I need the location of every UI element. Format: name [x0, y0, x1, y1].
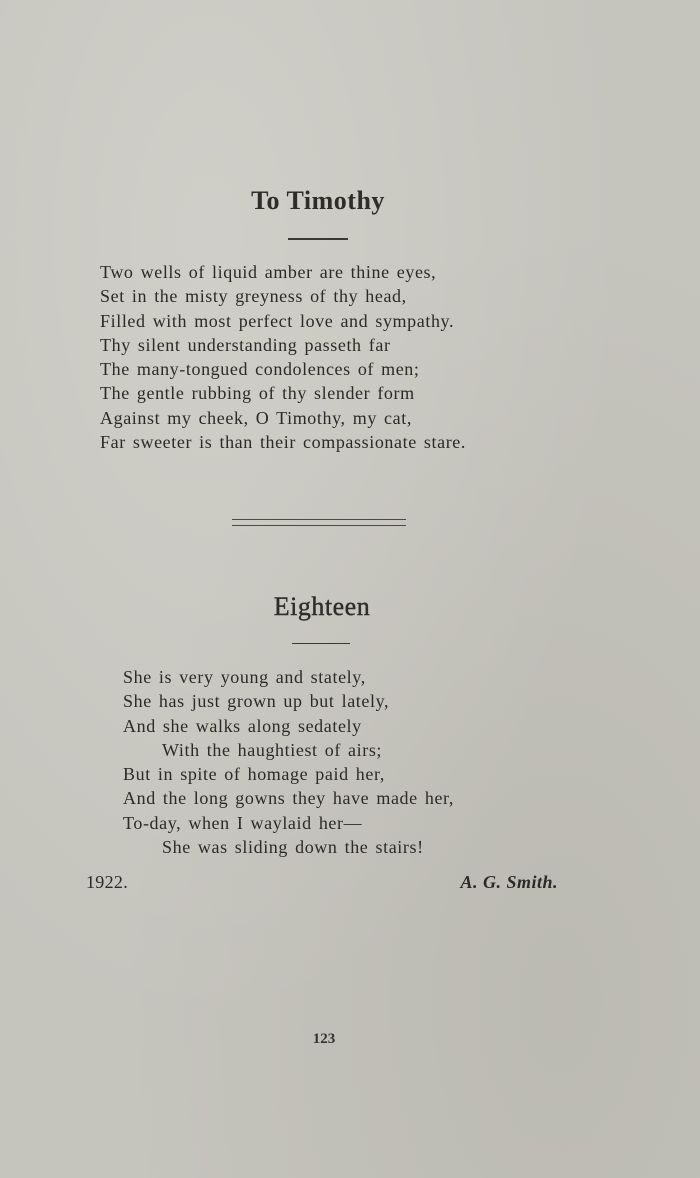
- poem-line: The gentle rubbing of thy slender form: [100, 383, 415, 404]
- poem-year: 1922.: [86, 872, 128, 892]
- poem-line: Against my cheek, O Timothy, my cat,: [100, 407, 412, 428]
- poem-line: And the long gowns they have made her,: [123, 788, 455, 809]
- section-divider-double-rule: [232, 519, 406, 526]
- poem-title-eighteen: Eighteen: [273, 592, 371, 621]
- poem-line: Far sweeter is than their compassionate stare.: [100, 432, 466, 453]
- poem-line: Filled with most perfect love and sympathy.: [100, 310, 455, 331]
- poem-line: But in spite of homage paid her,: [123, 764, 385, 785]
- poem-line: She was sliding down the stairs!: [162, 837, 424, 858]
- poem-line: With the haughtiest of airs;: [162, 739, 383, 760]
- poem-author: A. G. Smith.: [460, 872, 558, 892]
- poem-line: She is very young and stately,: [123, 667, 366, 687]
- poem-to-timothy-body: [100, 260, 466, 454]
- poem-line: To-day, when I waylaid her—: [123, 812, 363, 833]
- poem-title-to-timothy: To Timothy: [251, 186, 385, 215]
- title-underline-rule: [288, 238, 348, 240]
- poem-eighteen-body: [123, 665, 454, 859]
- page-number: 123: [312, 1031, 336, 1047]
- poem-line: Two wells of liquid amber are thine eyes,: [100, 262, 437, 282]
- poem-line: Thy silent understanding passeth far: [100, 334, 391, 355]
- poem-line: Set in the misty greyness of thy head,: [100, 286, 407, 307]
- title-underline-rule: [292, 643, 350, 644]
- poem-line: The many-tongued condolences of men;: [100, 359, 420, 380]
- poem-line: And she walks along sedately: [123, 715, 362, 736]
- poem-line: She has just grown up but lately,: [123, 691, 390, 712]
